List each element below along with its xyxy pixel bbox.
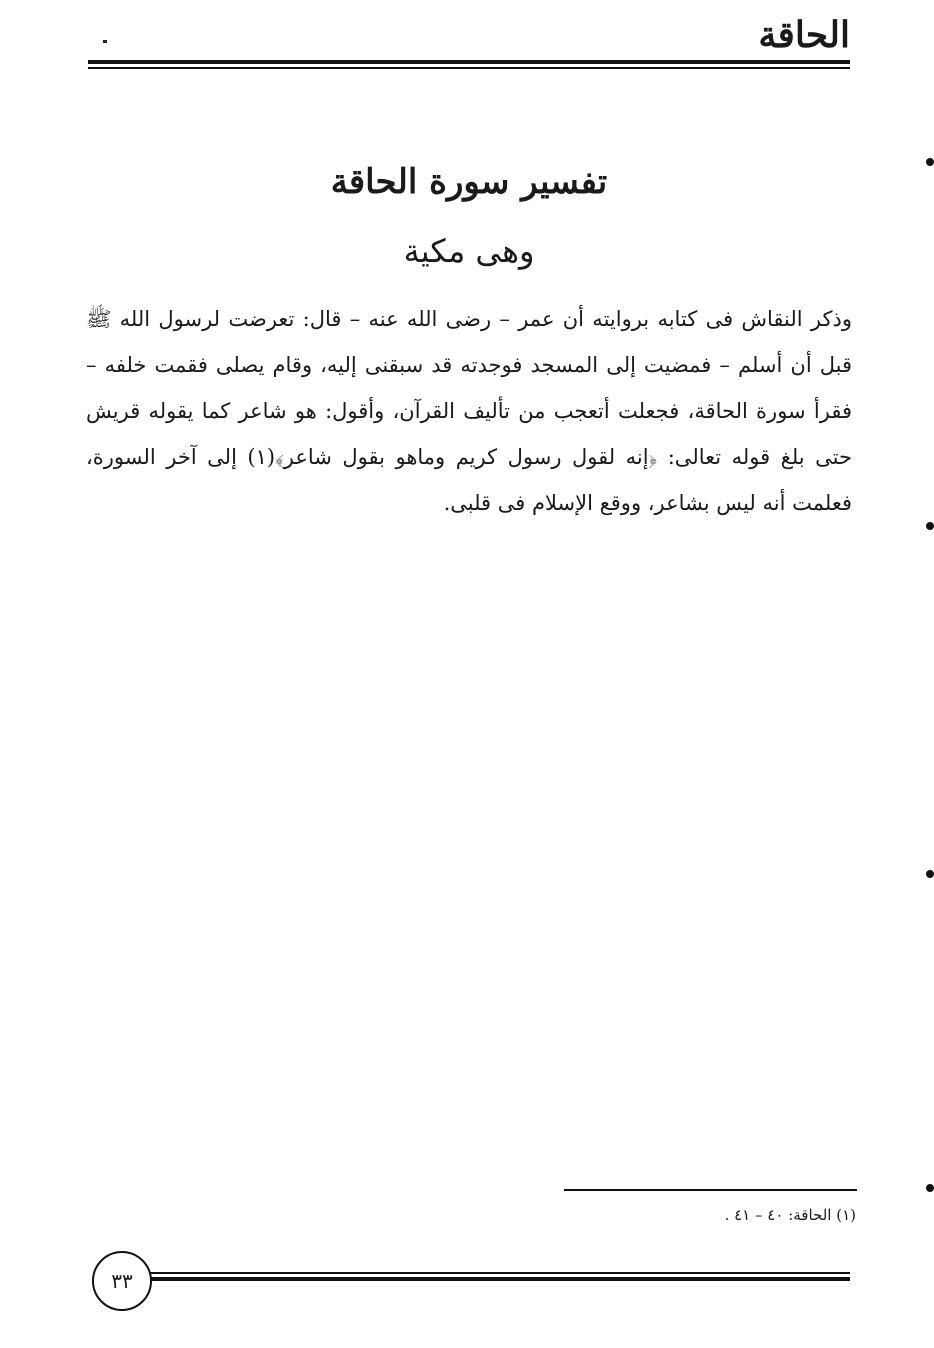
chapter-title: تفسير سورة الحاقة bbox=[330, 162, 608, 202]
chapter-subtitle: وهى مكية bbox=[403, 232, 535, 270]
body-paragraph: وذكر النقاش فى كتابه بروايته أن عمر – رضى الله عنه – قال: تعرضت لرسول الله ﷺ قبل أن أسلم – فمضيت إلى المسجد فوجدته قد سبقنى إليه، وقام يصلى فقمت خلفه – فقرأ سورة الحاقة، فجعلت أتعجب من تأليف القرآن، وأقول: هو شاعر كما يقوله قريش حتى بلغ قوله تعالى: ﴿إنه لقول رسول كريم وماهو بقول شاعر﴾(١) إلى آخر السورة، فعلمت أنه ليس بشاعر، ووقع الإسلام فى قلبى. bbox=[86, 307, 852, 515]
page-number: ٣٣ bbox=[92, 1251, 152, 1311]
footnote-separator bbox=[564, 1189, 857, 1191]
footer-double-rule bbox=[142, 1272, 850, 1282]
header-double-rule bbox=[88, 60, 850, 70]
margin-mark bbox=[926, 870, 934, 878]
footer-rule-thin bbox=[142, 1272, 850, 1274]
running-header-title: الحاقة bbox=[758, 14, 850, 56]
footnote: (١) الحاقة: ٤٠ – ٤١ . bbox=[724, 1206, 856, 1224]
header-rule-thick bbox=[88, 60, 850, 64]
footer-rule-thick bbox=[142, 1277, 850, 1281]
margin-mark bbox=[926, 522, 934, 530]
margin-mark bbox=[926, 158, 934, 166]
header-dot bbox=[103, 40, 107, 43]
header-rule-thin bbox=[88, 67, 850, 69]
margin-mark bbox=[926, 1184, 934, 1192]
body-text bbox=[86, 296, 852, 526]
